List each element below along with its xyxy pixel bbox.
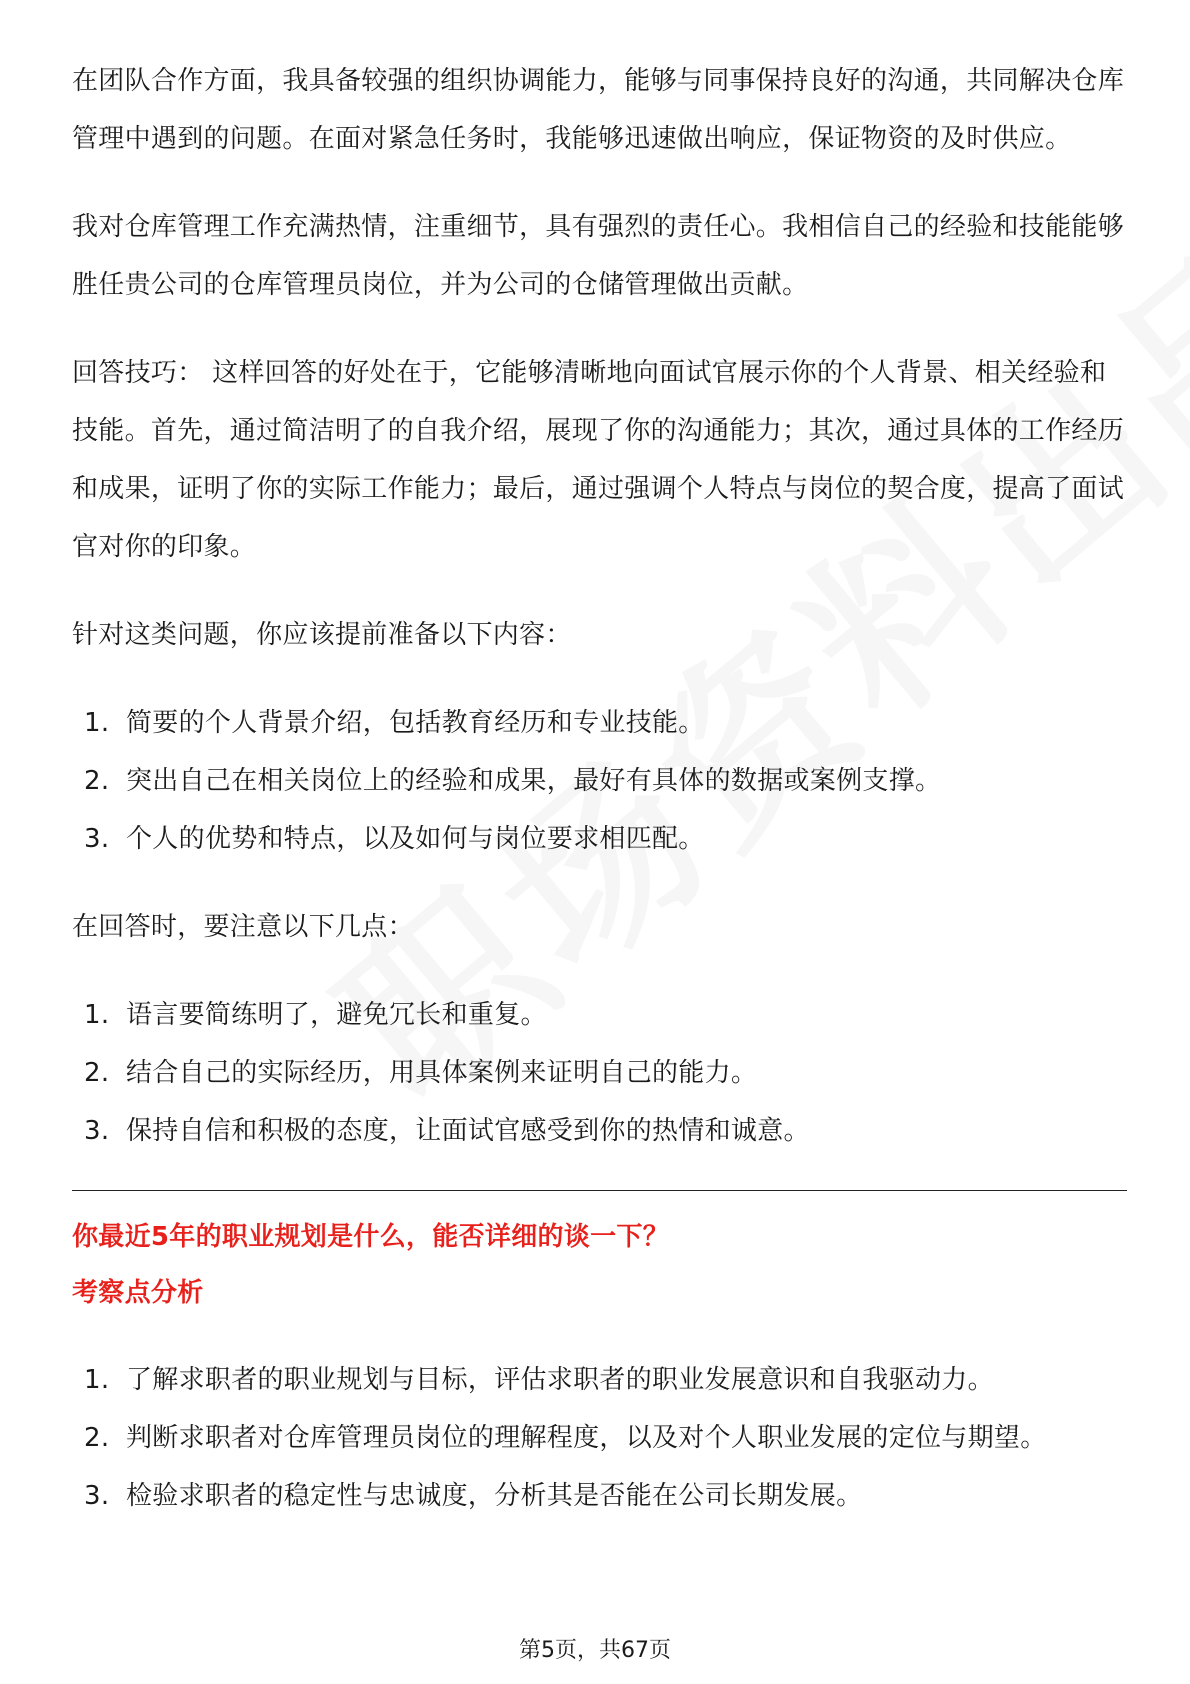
paragraph-prepare-intro: 针对这类问题，你应该提前准备以下内容： — [72, 620, 572, 650]
prepare-list — [72, 694, 1127, 868]
list-text: 判断求职者对仓库管理员岗位的理解程度，以及对个人职业发展的定位与期望。 — [126, 1423, 1047, 1453]
notice-list — [72, 986, 1127, 1160]
list-text: 突出自己在相关岗位上的经验和成果，最好有具体的数据或案例支撑。 — [126, 766, 942, 796]
list-number: 3. — [84, 1481, 110, 1511]
paragraph-notice-intro: 在回答时，要注意以下几点： — [72, 912, 414, 942]
list-text: 检验求职者的稳定性与忠诚度，分析其是否能在公司长期发展。 — [126, 1481, 863, 1511]
list-text: 了解求职者的职业规划与目标，评估求职者的职业发展意识和自我驱动力。 — [126, 1365, 994, 1395]
question-heading: 你最近5年的职业规划是什么，能否详细的谈一下？ — [72, 1222, 669, 1252]
page-number: 第5页，共67页 — [519, 1638, 671, 1663]
list-number: 1. — [84, 1000, 110, 1030]
list-item — [72, 1102, 1127, 1160]
list-item — [72, 986, 1127, 1044]
list-item — [72, 1409, 1127, 1467]
list-text: 语言要简练明了，避免冗长和重复。 — [126, 1000, 547, 1030]
list-item — [72, 1467, 1127, 1525]
analysis-list — [72, 1351, 1127, 1525]
list-item — [72, 752, 1127, 810]
list-number: 3. — [84, 824, 110, 854]
list-item — [72, 1044, 1127, 1102]
list-number: 2. — [84, 766, 110, 796]
section-divider — [72, 1190, 1127, 1191]
list-text: 简要的个人背景介绍，包括教育经历和专业技能。 — [126, 708, 705, 738]
paragraph-answer-tips: 回答技巧： 这样回答的好处在于，它能够清晰地向面试官展示你的个人背景、相关经验和技能。首先，通过简洁明了的自我介绍，展现了你的沟通能力；其次，通过具体的工作经历和成果，证明了你的实际工作能力；最后，通过强调个人特点与岗位的契合度，提高了面试官对你的印象。 — [72, 358, 1125, 562]
list-text: 保持自信和积极的态度，让面试官感受到你的热情和诚意。 — [126, 1116, 810, 1146]
analysis-heading: 考察点分析 — [72, 1278, 204, 1308]
list-text: 结合自己的实际经历，用具体案例来证明自己的能力。 — [126, 1058, 758, 1088]
paragraph-passion: 我对仓库管理工作充满热情，注重细节，具有强烈的责任心。我相信自己的经验和技能能够胜任贵公司的仓库管理员岗位，并为公司的仓储管理做出贡献。 — [72, 212, 1125, 300]
list-item — [72, 810, 1127, 868]
page-content — [72, 52, 1127, 1555]
list-text: 个人的优势和特点，以及如何与岗位要求相匹配。 — [126, 824, 705, 854]
list-number: 1. — [84, 708, 110, 738]
list-item — [72, 1351, 1127, 1409]
list-item — [72, 694, 1127, 752]
paragraph-teamwork: 在团队合作方面，我具备较强的组织协调能力，能够与同事保持良好的沟通，共同解决仓库管理中遇到的问题。在面对紧急任务时，我能够迅速做出响应，保证物资的及时供应。 — [72, 66, 1125, 154]
list-number: 2. — [84, 1058, 110, 1088]
list-number: 2. — [84, 1423, 110, 1453]
list-number: 1. — [84, 1365, 110, 1395]
list-number: 3. — [84, 1116, 110, 1146]
